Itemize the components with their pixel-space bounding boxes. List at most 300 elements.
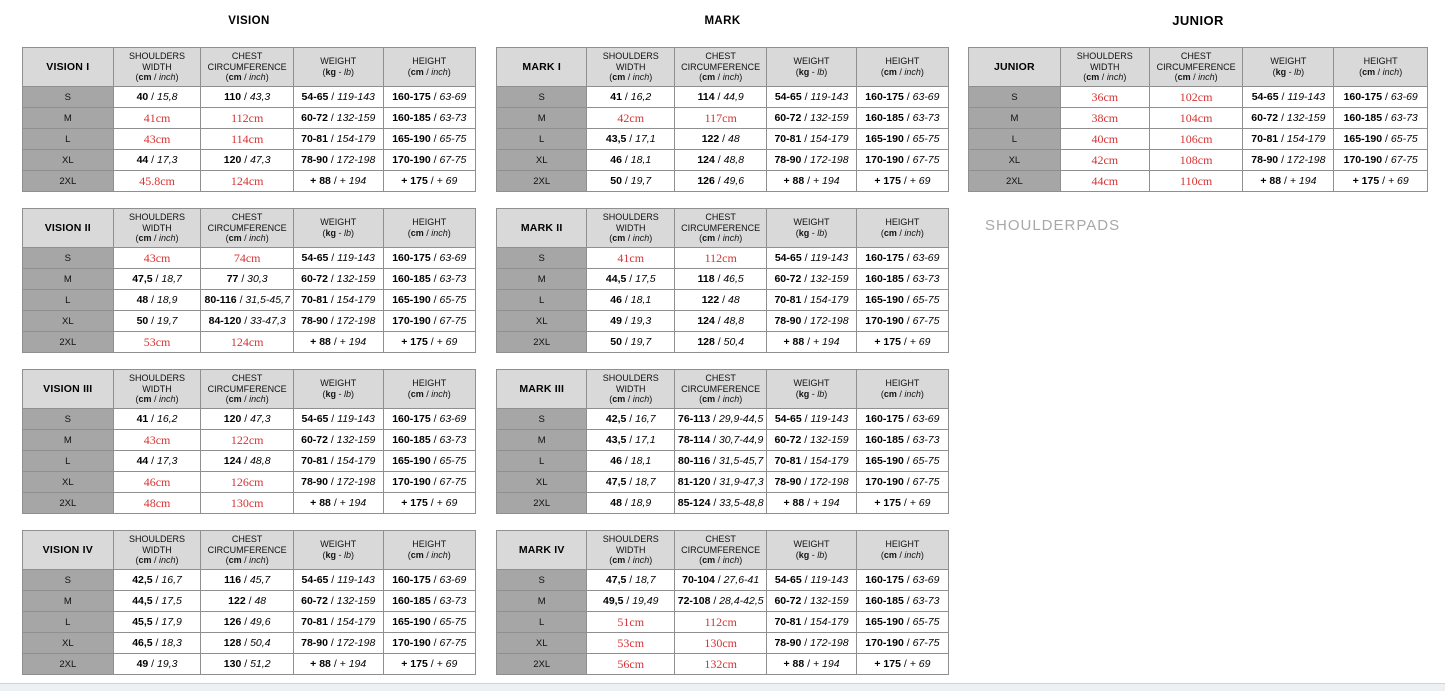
- header-row: [497, 531, 949, 570]
- column-header: [383, 370, 475, 409]
- column-unit: (cm / inch): [699, 72, 743, 82]
- value-cell: [1334, 87, 1428, 108]
- value-cell: [856, 654, 948, 675]
- value-cell: [383, 612, 475, 633]
- metric-value-imperial: 67-75: [439, 476, 467, 488]
- value-cell: [1243, 171, 1334, 192]
- value-cell: [383, 409, 475, 430]
- metric-value-metric: 54-65: [774, 413, 802, 425]
- column-header: [383, 209, 475, 248]
- value-cell: [856, 150, 948, 171]
- metric-value-imperial: 18,7: [635, 476, 656, 488]
- metric-value-imperial: 67-75: [439, 315, 467, 327]
- column-header: [856, 531, 948, 570]
- table-row: [497, 171, 949, 192]
- metric-value-red: 126cm: [230, 474, 264, 489]
- value-cell: [293, 171, 383, 192]
- column-unit: (cm / inch): [407, 66, 451, 77]
- metric-value-imperial: 63-69: [439, 91, 467, 103]
- value-cell: [675, 290, 767, 311]
- value-cell: [767, 591, 856, 612]
- column-unit: (kg - lb): [322, 549, 354, 560]
- value-separator: /: [430, 273, 440, 285]
- metric-value-imperial: 49,6: [250, 616, 271, 628]
- column-label: SHOULDERS WIDTH: [129, 373, 186, 394]
- metric-value-imperial: 154-179: [810, 133, 849, 145]
- metric-value-metric: 54-65: [301, 252, 329, 264]
- value-separator: /: [900, 175, 910, 187]
- metric-value-imperial: 31,5-45,7: [245, 294, 290, 306]
- value-separator: /: [903, 252, 913, 264]
- value-separator: /: [152, 637, 162, 649]
- group-junior: [968, 12, 1428, 208]
- value-separator: /: [626, 574, 636, 586]
- value-cell: [675, 332, 767, 353]
- metric-value-imperial: 65-75: [912, 133, 940, 145]
- metric-value-imperial: 19,49: [632, 595, 659, 607]
- metric-value-metric: 170-190: [392, 315, 431, 327]
- metric-value-metric: 81-120: [677, 476, 711, 488]
- value-separator: /: [719, 294, 728, 306]
- metric-value-metric: 41: [610, 91, 622, 103]
- header-row: [23, 209, 476, 248]
- metric-value-imperial: 17,9: [161, 616, 182, 628]
- column-header: [767, 48, 856, 87]
- value-cell: [767, 290, 856, 311]
- column-unit: (cm / inch): [135, 72, 179, 82]
- column-header: [383, 48, 475, 87]
- metric-value-imperial: 172-198: [336, 154, 376, 166]
- value-cell: [383, 150, 475, 171]
- metric-value-metric: + 175: [401, 336, 428, 348]
- value-separator: /: [241, 574, 250, 586]
- metric-value-imperial: 119-143: [337, 413, 375, 425]
- size-label: 2XL: [497, 654, 587, 675]
- metric-value-imperial: 63-69: [439, 413, 467, 425]
- table-row: [497, 430, 949, 451]
- value-cell: [767, 430, 856, 451]
- table-name: VISION I: [23, 48, 114, 87]
- column-unit: (cm / inch): [135, 555, 179, 565]
- metric-value-imperial: 30,7-44,9: [718, 434, 764, 446]
- value-separator: /: [1278, 112, 1287, 124]
- size-label: M: [23, 430, 114, 451]
- value-separator: /: [714, 273, 724, 285]
- value-cell: [675, 269, 767, 290]
- column-label: SHOULDERS WIDTH: [129, 212, 186, 233]
- metric-value-imperial: 47,3: [250, 413, 271, 425]
- metric-value-imperial: 17,1: [635, 133, 656, 145]
- table-row: [23, 451, 476, 472]
- metric-value-metric: 47,5: [605, 574, 627, 586]
- metric-value-metric: + 175: [874, 175, 901, 187]
- metric-value-metric: + 88: [310, 658, 331, 670]
- value-cell: [201, 493, 293, 514]
- metric-value-imperial: 132-159: [336, 434, 376, 446]
- metric-value-imperial: + 69: [909, 175, 931, 187]
- column-unit: (kg - lb): [795, 549, 828, 560]
- value-cell: [293, 150, 383, 171]
- value-cell: [113, 451, 201, 472]
- metric-value-metric: 160-175: [865, 91, 904, 103]
- column-header: [201, 209, 293, 248]
- metric-value-imperial: + 194: [812, 497, 840, 509]
- metric-value-metric: 85-124: [677, 497, 711, 509]
- table-row: [497, 311, 949, 332]
- metric-value-metric: 49: [136, 658, 149, 670]
- metric-value-imperial: 132-159: [810, 273, 849, 285]
- value-cell: [201, 108, 293, 129]
- value-separator: /: [621, 455, 631, 467]
- metric-value-metric: 60-72: [301, 273, 328, 285]
- value-cell: [201, 472, 293, 493]
- column-header: [587, 531, 675, 570]
- value-cell: [1334, 108, 1428, 129]
- column-unit: (kg - lb): [795, 66, 828, 77]
- value-cell: [1149, 171, 1243, 192]
- metric-value-imperial: + 194: [812, 336, 840, 348]
- value-separator: /: [714, 574, 724, 586]
- column-label: WEIGHT: [793, 539, 830, 550]
- metric-value-metric: + 88: [783, 497, 805, 509]
- table-row: [497, 269, 949, 290]
- value-separator: /: [626, 476, 636, 488]
- metric-value-red: 112cm: [704, 614, 737, 629]
- column-header: [113, 531, 201, 570]
- metric-value-imperial: 132-159: [810, 112, 849, 124]
- metric-value-metric: 43,5: [605, 133, 627, 145]
- metric-value-metric: 43,5: [605, 434, 627, 446]
- metric-value-metric: 54-65: [774, 252, 802, 264]
- metric-value-imperial: 45,7: [249, 574, 271, 586]
- value-cell: [383, 472, 475, 493]
- size-label: L: [23, 290, 114, 311]
- value-cell: [587, 248, 675, 269]
- size-label: XL: [23, 311, 114, 332]
- table-row: [497, 472, 949, 493]
- value-separator: /: [710, 497, 720, 509]
- table-name: MARK IV: [497, 531, 587, 570]
- value-cell: [675, 129, 767, 150]
- value-separator: /: [327, 133, 337, 145]
- metric-value-imperial: 154-179: [810, 455, 849, 467]
- value-cell: [1060, 108, 1149, 129]
- column-unit: (cm / inch): [609, 72, 653, 82]
- value-separator: /: [903, 91, 913, 103]
- metric-value-metric: + 88: [310, 175, 331, 187]
- metric-value-metric: 80-116: [204, 294, 237, 306]
- value-cell: [675, 150, 767, 171]
- metric-value-metric: 78-90: [301, 476, 328, 488]
- value-separator: /: [801, 637, 811, 649]
- value-separator: /: [330, 658, 340, 670]
- metric-value-metric: 46,5: [132, 637, 153, 649]
- table-row: [497, 570, 949, 591]
- metric-value-imperial: 65-75: [912, 294, 940, 306]
- column-label: WEIGHT: [320, 217, 357, 228]
- size-label: XL: [969, 150, 1061, 171]
- metric-value-imperial: 119-143: [1287, 91, 1326, 103]
- value-separator: /: [430, 476, 440, 488]
- value-cell: [1334, 129, 1428, 150]
- value-separator: /: [804, 336, 813, 348]
- value-separator: /: [714, 91, 724, 103]
- value-cell: [293, 570, 383, 591]
- group-title-vision: VISION: [228, 15, 270, 27]
- column-header: [383, 531, 475, 570]
- column-unit: (cm / inch): [1174, 72, 1218, 82]
- metric-value-imperial: 63-69: [912, 574, 940, 586]
- table-name: VISION IV: [23, 531, 114, 570]
- metric-value-metric: 49: [610, 315, 622, 327]
- vision-tables: [22, 47, 476, 675]
- metric-value-red: 74cm: [233, 250, 261, 265]
- metric-value-imperial: 119-143: [810, 252, 849, 264]
- value-separator: /: [236, 294, 246, 306]
- column-label: WEIGHT: [793, 378, 830, 389]
- value-separator: /: [621, 336, 631, 348]
- size-label: M: [497, 269, 587, 290]
- column-unit: (kg - lb): [322, 66, 354, 77]
- value-cell: [856, 493, 948, 514]
- value-cell: [1334, 171, 1428, 192]
- value-cell: [856, 472, 948, 493]
- value-cell: [201, 633, 293, 654]
- value-separator: /: [801, 413, 811, 425]
- metric-value-metric: 170-190: [865, 315, 904, 327]
- metric-value-metric: 70-81: [301, 133, 328, 145]
- size-label: L: [969, 129, 1061, 150]
- size-label: S: [497, 87, 587, 108]
- value-cell: [201, 269, 293, 290]
- value-cell: [587, 633, 675, 654]
- metric-value-metric: 78-90: [301, 315, 328, 327]
- metric-value-imperial: 63-73: [912, 112, 940, 124]
- metric-value-imperial: 18,1: [630, 154, 652, 166]
- table-name: VISION III: [23, 370, 114, 409]
- metric-value-metric: 41: [136, 413, 149, 425]
- metric-value-imperial: 154-179: [336, 133, 376, 145]
- metric-value-red: 46cm: [143, 474, 171, 489]
- metric-value-imperial: 31,9-47,3: [719, 476, 764, 488]
- value-separator: /: [148, 91, 158, 103]
- metric-value-imperial: + 69: [436, 336, 458, 348]
- table-row: [497, 290, 949, 311]
- column-header: [856, 209, 948, 248]
- value-separator: /: [903, 574, 913, 586]
- table-row: [23, 612, 476, 633]
- metric-value-imperial: 172-198: [336, 637, 376, 649]
- value-separator: /: [327, 154, 337, 166]
- metric-value-metric: 124: [697, 315, 715, 327]
- value-cell: [201, 129, 293, 150]
- value-cell: [587, 108, 675, 129]
- value-cell: [113, 171, 201, 192]
- table-row: [969, 171, 1428, 192]
- size-label: L: [497, 612, 587, 633]
- group-vision: [22, 12, 476, 691]
- metric-value-metric: 78-90: [774, 154, 802, 166]
- metric-value-metric: 70-81: [1251, 133, 1279, 145]
- column-label: CHEST CIRCUMFERENCE: [207, 51, 287, 72]
- value-separator: /: [1382, 91, 1391, 103]
- table-row: [23, 269, 476, 290]
- header-row: [497, 48, 949, 87]
- column-header: [856, 370, 948, 409]
- value-cell: [383, 87, 475, 108]
- value-separator: /: [327, 273, 337, 285]
- size-label: 2XL: [23, 171, 114, 192]
- value-separator: /: [241, 455, 251, 467]
- column-header: [675, 370, 767, 409]
- value-cell: [767, 269, 856, 290]
- metric-value-red: 38cm: [1091, 110, 1119, 125]
- metric-value-red: 53cm: [143, 334, 171, 349]
- value-cell: [383, 570, 475, 591]
- metric-value-imperial: + 194: [1289, 175, 1317, 187]
- metric-value-metric: 44: [136, 154, 149, 166]
- metric-value-imperial: 17,3: [157, 154, 178, 166]
- metric-value-metric: 165-190: [392, 455, 431, 467]
- value-cell: [767, 311, 856, 332]
- size-label: M: [497, 430, 587, 451]
- header-row: [23, 531, 476, 570]
- column-header: [201, 48, 293, 87]
- metric-value-imperial: 48,8: [723, 154, 745, 166]
- metric-value-red: 40cm: [1091, 131, 1119, 146]
- column-label: HEIGHT: [885, 56, 920, 67]
- metric-value-metric: 124: [697, 154, 715, 166]
- metric-value-red: 41cm: [617, 250, 645, 265]
- metric-value-imperial: 18,9: [157, 294, 178, 306]
- metric-value-imperial: 67-75: [912, 476, 940, 488]
- metric-value-imperial: 172-198: [336, 315, 376, 327]
- metric-value-imperial: 18,1: [630, 455, 652, 467]
- metric-value-metric: 48: [610, 497, 622, 509]
- value-separator: /: [148, 315, 158, 327]
- value-cell: [383, 290, 475, 311]
- value-separator: /: [430, 434, 440, 446]
- metric-value-metric: 170-190: [865, 637, 904, 649]
- value-separator: /: [903, 595, 913, 607]
- metric-value-imperial: 172-198: [810, 476, 849, 488]
- column-label: SHOULDERS WIDTH: [602, 534, 659, 555]
- metric-value-metric: 126: [223, 616, 242, 628]
- column-label: SHOULDERS WIDTH: [602, 373, 659, 394]
- metric-value-metric: 44: [136, 455, 149, 467]
- metric-value-red: 122cm: [230, 432, 264, 447]
- value-separator: /: [710, 434, 719, 446]
- metric-value-metric: 60-72: [774, 595, 802, 607]
- value-cell: [113, 269, 201, 290]
- value-separator: /: [623, 595, 633, 607]
- metric-value-imperial: 63-73: [1390, 112, 1418, 124]
- column-unit: (cm / inch): [1083, 72, 1127, 82]
- metric-value-imperial: 16,2: [630, 91, 652, 103]
- value-separator: /: [903, 455, 913, 467]
- metric-value-red: 44cm: [1091, 173, 1119, 188]
- value-cell: [113, 430, 201, 451]
- metric-value-metric: 120: [223, 413, 242, 425]
- metric-value-imperial: 154-179: [810, 616, 849, 628]
- value-separator: /: [427, 175, 437, 187]
- value-separator: /: [241, 154, 251, 166]
- metric-value-metric: 160-185: [392, 595, 431, 607]
- value-cell: [201, 248, 293, 269]
- value-cell: [675, 87, 767, 108]
- metric-value-imperial: 48,8: [250, 455, 271, 467]
- value-cell: [383, 171, 475, 192]
- value-separator: /: [621, 497, 631, 509]
- size-label: M: [497, 591, 587, 612]
- column-header: [293, 209, 383, 248]
- value-separator: /: [430, 294, 440, 306]
- column-unit: (cm / inch): [225, 555, 269, 565]
- metric-value-metric: 70-81: [774, 294, 802, 306]
- metric-value-imperial: 48,8: [723, 315, 745, 327]
- column-label: WEIGHT: [793, 56, 830, 67]
- metric-value-metric: 160-175: [392, 91, 431, 103]
- table-row: [23, 108, 476, 129]
- value-cell: [113, 654, 201, 675]
- column-label: SHOULDERS WIDTH: [1076, 51, 1133, 72]
- value-cell: [856, 129, 948, 150]
- column-header: [201, 531, 293, 570]
- value-separator: /: [430, 616, 440, 628]
- size-label: 2XL: [497, 171, 587, 192]
- value-cell: [293, 451, 383, 472]
- value-cell: [383, 654, 475, 675]
- metric-value-imperial: + 194: [812, 175, 840, 187]
- column-unit: (kg - lb): [322, 227, 354, 238]
- metric-value-red: 130cm: [704, 635, 738, 650]
- value-cell: [201, 332, 293, 353]
- column-label: CHEST CIRCUMFERENCE: [681, 212, 761, 233]
- metric-value-metric: 46: [610, 294, 622, 306]
- metric-value-imperial: 132-159: [1286, 112, 1326, 124]
- metric-value-imperial: 18,7: [161, 273, 182, 285]
- value-separator: /: [327, 476, 337, 488]
- metric-value-metric: + 175: [401, 497, 428, 509]
- column-header: [293, 531, 383, 570]
- metric-value-imperial: 119-143: [337, 574, 375, 586]
- column-unit: (cm / inch): [225, 233, 269, 243]
- size-table: [496, 369, 949, 514]
- metric-value-metric: 46: [610, 154, 622, 166]
- size-label: S: [969, 87, 1061, 108]
- metric-value-imperial: 51,2: [250, 658, 271, 670]
- value-separator: /: [245, 595, 255, 607]
- value-cell: [113, 591, 201, 612]
- horizontal-scrollbar[interactable]: [0, 683, 1445, 691]
- metric-value-metric: 118: [697, 273, 715, 285]
- metric-value-metric: 165-190: [865, 616, 904, 628]
- value-separator: /: [1379, 175, 1388, 187]
- metric-value-metric: 54-65: [774, 574, 802, 586]
- value-cell: [113, 108, 201, 129]
- metric-value-imperial: 18,9: [630, 497, 652, 509]
- value-cell: [201, 171, 293, 192]
- value-cell: [587, 591, 675, 612]
- value-cell: [201, 150, 293, 171]
- column-header: [767, 209, 856, 248]
- metric-value-red: 53cm: [617, 635, 645, 650]
- column-header: [201, 370, 293, 409]
- value-cell: [856, 332, 948, 353]
- value-cell: [675, 451, 767, 472]
- value-separator: /: [1278, 91, 1288, 103]
- metric-value-imperial: 16,7: [635, 413, 656, 425]
